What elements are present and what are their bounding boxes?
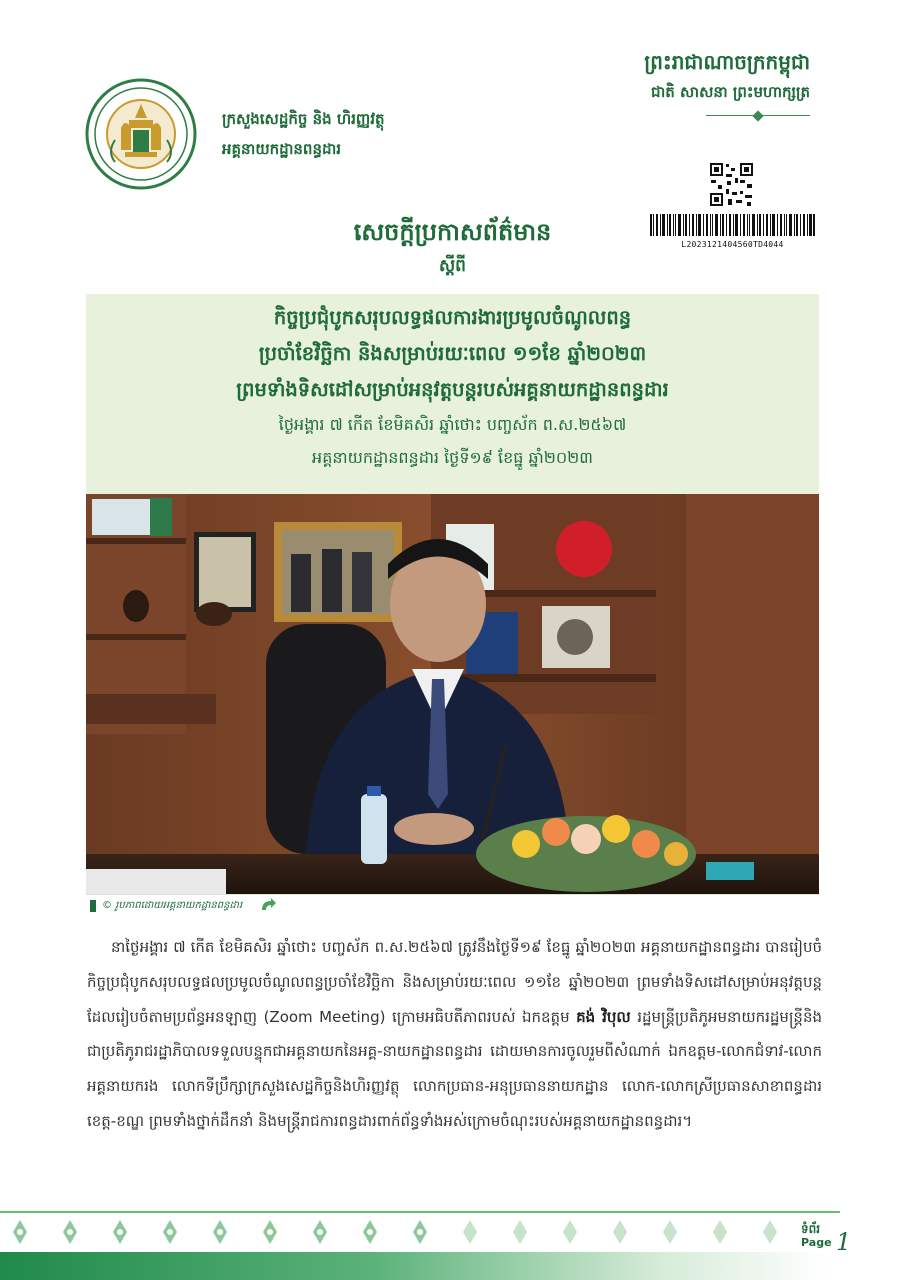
recycle-arrow-icon	[258, 896, 278, 916]
national-motto: ជាតិ សាសនា ព្រះមហាក្សត្រ	[651, 83, 810, 101]
ornament-divider	[706, 112, 810, 120]
qr-code-icon	[709, 162, 754, 207]
press-release-title: សេចក្តីប្រកាសព័ត៌មាន	[353, 218, 552, 246]
chairman-name: គង់ វិបុល	[576, 1007, 631, 1026]
place-date: អគ្គនាយកដ្ឋានពន្ធដារ ថ្ងៃទី១៩ ខែធ្នូ ឆ្នាំ២០២៣	[312, 448, 593, 467]
headline-box	[86, 294, 819, 494]
caption-marker	[90, 900, 96, 912]
kingdom-motto	[570, 46, 810, 120]
photo-caption: © រូបភាពដោយអគ្គនាយកដ្ឋានពន្ធដារ	[102, 900, 243, 911]
page-label-khmer: ទំព័រ	[801, 1222, 821, 1236]
paragraph-text-1: នាថ្ងៃអង្គារ ៧ កើត ខែមិគសិរ ឆ្នាំថោះ បញ្ចស័ក ព.ស.២៥៦៧ ត្រូវនឹងថ្ងៃទី១៩ ខែធ្នូ ឆ្នាំ២០២៣ អគ្គនាយកដ្ឋានពន្ធដារ បានរៀបចំកិច្ចប្រជុំបូកសរុបលទ្ធផលប្រមូលចំណូលពន្ធប្រចាំខែវិច្ឆិកា និងសម្រាប់រយៈពេល ១១ខែ ឆ្នាំ២០២៣ ព្រមទាំងទិសដៅសម្រាប់អនុវត្តបន្ត ដែលរៀបចំតាមប្រព័ន្ធអនឡាញ (Zoom Meeting) ក្រោមអធិបតីភាពរបស់ ឯកឧត្តម	[87, 938, 822, 1026]
page-label	[801, 1222, 861, 1250]
lunar-date: ថ្ងៃអង្គារ ៧ កើត ខែមិគសិរ ឆ្នាំថោះ បញ្ចស័ក ព.ស.២៥៦៧	[278, 415, 627, 434]
ministry-name: ក្រសួងសេដ្ឋកិច្ច និង ហិរញ្ញវត្ថុ	[222, 110, 385, 128]
ministry-block	[222, 104, 472, 164]
page-label-english: Page	[801, 1236, 832, 1249]
barcode-number: L2023121404560TD4044	[681, 240, 784, 249]
gdt-logo	[85, 78, 197, 190]
headline-line-3: ព្រមទាំងទិសដៅសម្រាប់អនុវត្តបន្តរបស់អគ្គនាយកដ្ឋានពន្ធដារ	[236, 378, 669, 401]
photo-caption-bar	[86, 894, 819, 916]
meeting-photo	[86, 494, 819, 894]
body-paragraph	[87, 930, 822, 1139]
department-name: អគ្គនាយកដ្ឋានពន្ធដារ	[222, 140, 342, 158]
paragraph	[87, 930, 822, 1139]
regarding-label: ស្តីពី	[439, 256, 466, 276]
headline-line-2: ប្រចាំខែវិច្ឆិកា និងសម្រាប់រយៈពេល ១១ខែ ឆ្នាំ២០២៣	[258, 342, 647, 365]
page-number: 1	[836, 1228, 852, 1256]
document-title	[0, 212, 905, 280]
kingdom-name: ព្រះរាជាណាចក្រកម្ពុជា	[644, 50, 810, 74]
paragraph-text-2: រដ្ឋមន្ត្រីប្រតិភូអមនាយករដ្ឋមន្ត្រីនិងជាប្រតិភូរាជរដ្ឋាភិបាលទទួលបន្ទុកជាអគ្គនាយកនៃអគ្គ-នាយកដ្ឋានពន្ធដារ ដោយមានការចូលរួមពីសំណាក់ ឯកឧត្តម-លោកជំទាវ-លោកអគ្គនាយករង លោកទីប្រឹក្សាក្រសួងសេដ្ឋកិច្ចនិងហិរញ្ញវត្ថុ លោកប្រធាន-អនុប្រធាននាយកដ្ឋាន លោក-លោកស្រីប្រធានសាខាពន្ធដារខេត្ត-ខណ្ឌ ព្រមទាំងថ្នាក់ដឹកនាំ និងមន្ត្រីរាជការពន្ធដារពាក់ព័ន្ធទាំងអស់ក្រោមចំណុះរបស់អគ្គនាយកដ្ឋានពន្ធដារ។	[87, 1007, 822, 1130]
headline-line-1: កិច្ចប្រជុំបូកសរុបលទ្ធផលការងារប្រមូលចំណូលពន្ធ	[273, 306, 632, 329]
footer-gradient-bar	[0, 1252, 830, 1280]
